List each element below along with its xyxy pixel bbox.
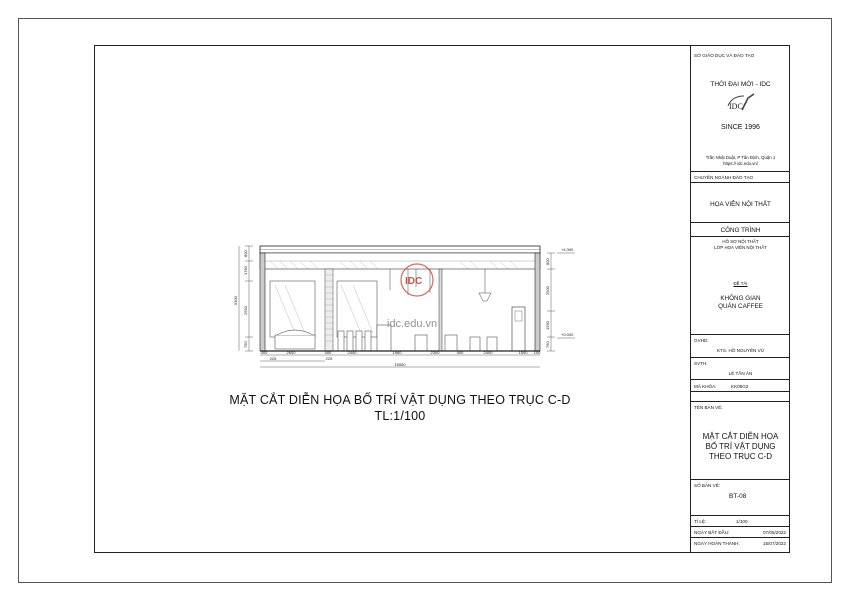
right-dim-1: 800: [545, 258, 550, 265]
start-cell: NGÀY BẮT ĐẦU: 07/05/2022: [691, 527, 790, 538]
bottom-dim-2: 2600: [286, 350, 296, 355]
major-value: HỌA VIÊN NỘI THẤT: [710, 201, 771, 208]
idc-logo-icon: [724, 90, 758, 118]
spacer-cell: [691, 392, 790, 402]
bottom-dim-10: 100: [533, 350, 541, 355]
project-line1: HỒ SƠ NỘI THẤT: [722, 239, 759, 244]
bottom-dim-6: 2300: [430, 350, 440, 355]
bottom-dim-total: 15550: [394, 362, 406, 367]
drawing-scale: TL:1/100: [374, 409, 426, 423]
project-label: CÔNG TRÌNH: [720, 227, 761, 234]
watermark-logo: IDC: [405, 276, 423, 287]
scale-cell: TỈ LỆ: 1/100: [691, 516, 790, 527]
svth-value: LÊ TẤN ÂN: [728, 371, 753, 376]
project-cell: [691, 223, 790, 335]
drawing-name-1: MẶT CẮT DIỄN HỌA: [702, 432, 779, 441]
bottom-dim-3: 400: [324, 350, 332, 355]
right-dim-4: 750: [545, 341, 550, 348]
svg-text:IDC: IDC: [729, 102, 743, 111]
level-top: +4.300: [561, 247, 574, 252]
drawing-name-2: BỐ TRÍ VẬT DỤNG: [705, 442, 776, 451]
bottom-dim-9: 1500: [518, 350, 528, 355]
left-dim-2: 1760: [243, 266, 248, 275]
section-drawing: [225, 235, 595, 370]
left-dim-1: 800: [243, 250, 248, 257]
project-line2: LỚP HỌA VIÊN NỘI THẤT: [714, 245, 767, 250]
drawing-title-line1: MẶT CẮT DIỄN HỌA BỐ TRÍ VẬT DỤNG THEO TRỤC C-D: [229, 393, 571, 407]
drawing-title: [200, 392, 600, 424]
level-floor: +0.000: [561, 332, 574, 337]
major-label-cell: CHUYÊN NGÀNH ĐÀO TẠO: [691, 172, 790, 183]
sheet-no-cell: SỐ BẢN VẼ: BT-08: [691, 480, 790, 516]
website-label: https:// idc.edu.vn/: [723, 161, 758, 166]
address-label: Trần Nhật Duật, P Tân Định, Quận 1: [705, 155, 776, 160]
course-cell: MÃ KHÓA: KK08G2: [691, 380, 790, 392]
watermark-text: idc.edu.vn: [387, 318, 438, 330]
school-cell: [691, 45, 790, 172]
course-value: KK08G2: [731, 384, 749, 389]
bottom-dim-5: 1960: [392, 350, 402, 355]
project-divider: [691, 236, 790, 237]
svth-cell: SVTH: LÊ TẤN ÂN: [691, 358, 790, 380]
left-dim-3: 2550: [243, 306, 248, 315]
gvhd-cell: GVHD: KTS. HỒ NGUYÊN VŨ: [691, 335, 790, 358]
bottom-dim-4: 2440: [347, 350, 357, 355]
left-dim-total: 5300: [233, 296, 238, 305]
major-cell: [691, 183, 790, 223]
bottom-dim-1: 400: [260, 350, 268, 355]
topic-label: ĐỀ TÀI: [733, 281, 748, 286]
since-label: SINCE 1996: [721, 124, 760, 131]
finish-value: 15/07/2022: [763, 541, 786, 546]
scale-value: 1/100: [736, 519, 748, 524]
school-name: THỜI ĐẠI MỚI - IDC: [710, 81, 771, 88]
topic-line2: QUÁN CAFFEE: [718, 303, 763, 310]
left-dim-4: 750: [243, 341, 248, 348]
sheet-no-value: BT-08: [729, 493, 747, 500]
drawing-name-3: THEO TRỤC C-D: [709, 452, 772, 461]
bottom-dim-8: 2400: [483, 350, 493, 355]
drawing-name-cell: TÊN BẢN VẼ: MẶT CẮT DIỄN HỌA BỐ TRÍ VẬT DỤNG THEO TRỤC C-D: [691, 402, 790, 480]
finish-cell: NGÀY HOÀN THÀNH: 15/07/2022: [694, 541, 786, 546]
dept-label: SỞ GIÁO DỤC VÀ ĐÀO TẠO: [694, 53, 755, 58]
gvhd-value: KTS. HỒ NGUYÊN VŨ: [717, 348, 764, 353]
start-value: 07/05/2022: [763, 530, 786, 535]
bottom-dim2-1: 225: [269, 356, 277, 361]
right-dim-2: 2500: [545, 286, 550, 295]
right-dim-3: 1560: [545, 321, 550, 330]
bottom-dim-7: 400: [456, 350, 464, 355]
bottom-dim2-2: 225: [325, 356, 333, 361]
topic-line1: KHÔNG GIAN: [720, 295, 761, 302]
title-block: [690, 45, 790, 553]
